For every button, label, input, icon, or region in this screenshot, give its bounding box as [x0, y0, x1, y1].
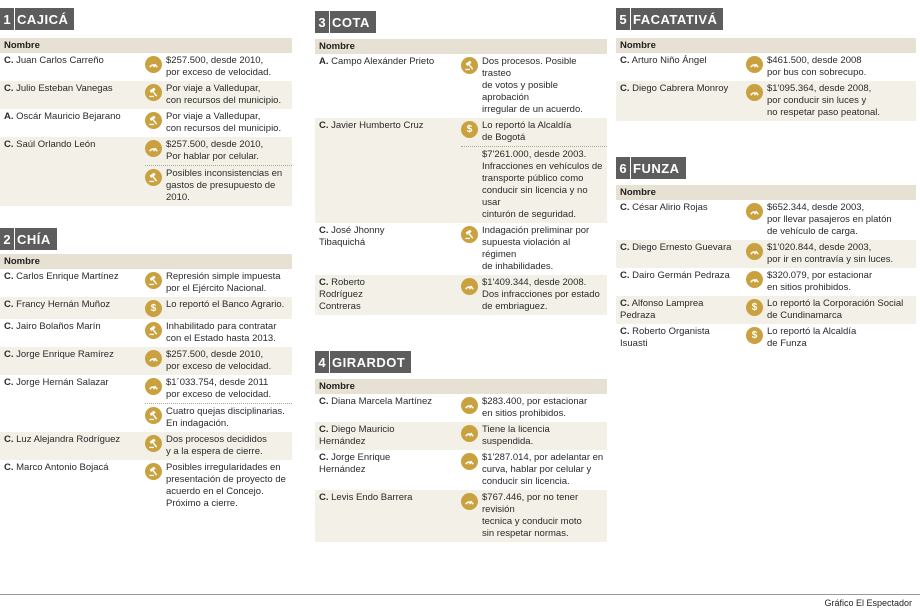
column-header-nombre: Nombre: [315, 39, 607, 54]
section-title: FACATATIVÁ: [630, 8, 723, 30]
row-list: [616, 200, 916, 352]
record-item: [461, 450, 607, 490]
person-name-cell: [616, 240, 746, 268]
person-name: Luz Alejandra Rodríguez: [16, 434, 121, 445]
record-description: Por viaje a Valledupar, con recursos del municipio.: [166, 111, 282, 134]
record-description: Lo reportó la Alcaldía de Funza: [767, 326, 857, 349]
role-prefix: C.: [4, 271, 14, 282]
record-list: [461, 450, 607, 490]
speed-icon: [461, 453, 478, 470]
record-item: [461, 394, 607, 422]
role-prefix: C.: [620, 326, 630, 337]
record-list: [461, 422, 607, 450]
record-list: [145, 347, 292, 375]
table-row: [315, 118, 607, 223]
person-name-cell: [616, 324, 746, 352]
record-item: [461, 490, 607, 542]
section-title: FUNZA: [630, 157, 686, 179]
role-prefix: C.: [4, 83, 14, 94]
table-row: [315, 450, 607, 490]
person-name-cell: [0, 319, 145, 347]
section-title: CHÍA: [14, 228, 57, 250]
speed-icon: [746, 56, 763, 73]
speed-icon: [145, 56, 162, 73]
record-item: [145, 460, 292, 512]
record-description: $461.500, desde 2008 por bus con sobrecupo.: [767, 55, 867, 78]
record-item: [746, 268, 916, 296]
person-name-cell: [616, 296, 746, 324]
person-name: Oscár Mauricio Bejarano: [16, 111, 121, 122]
person-name-cell: [315, 223, 461, 275]
record-item: [145, 269, 292, 297]
record-description: Por viaje a Valledupar, con recursos del municipio.: [166, 83, 282, 106]
row-list: [0, 53, 292, 206]
table-row: [616, 81, 916, 121]
person-name: Saúl Orlando León: [16, 139, 96, 150]
section-cajica: [0, 8, 292, 206]
section-number: 2: [0, 228, 14, 250]
table-row: [0, 137, 292, 206]
record-list: [145, 53, 292, 81]
record-description: Dos procesos decididos y a la espera de cierre.: [166, 434, 267, 457]
record-list: [461, 275, 607, 315]
person-name: Diego Ernesto Guevara: [632, 242, 732, 253]
table-row: [0, 432, 292, 460]
section-header: [315, 11, 607, 33]
person-name-cell: [0, 375, 145, 432]
row-list: [0, 269, 292, 512]
person-name-cell: [616, 81, 746, 121]
table-row: [315, 223, 607, 275]
record-item: [461, 54, 607, 118]
table-row: [315, 394, 607, 422]
record-item: [461, 146, 607, 223]
table-row: [0, 375, 292, 432]
person-name: Roberto Organista Isuasti: [620, 326, 710, 349]
section-number: 3: [315, 11, 329, 33]
person-name-cell: [0, 297, 145, 319]
person-name-cell: [0, 53, 145, 81]
table-row: [0, 460, 292, 512]
person-name: Marco Antonio Bojacá: [16, 462, 109, 473]
dollar-icon: $: [746, 327, 763, 344]
table-row: [616, 200, 916, 240]
record-description: $1'409.344, desde 2008. Dos infracciones por estado de embriaguez.: [482, 277, 600, 312]
role-prefix: C.: [620, 298, 630, 309]
record-item: [145, 297, 292, 319]
record-description: $767.446, por no tener revisión tecnica y conducir moto sin respetar normas.: [482, 492, 582, 539]
record-list: [145, 319, 292, 347]
speed-icon: [145, 140, 162, 157]
person-name-cell: [0, 432, 145, 460]
person-name: Diana Marcela Martínez: [331, 396, 432, 407]
person-name: Dairo Germán Pedraza: [632, 270, 730, 281]
gavel-icon: [145, 272, 162, 289]
role-prefix: C.: [4, 377, 14, 388]
record-item: [145, 319, 292, 347]
role-prefix: C.: [620, 242, 630, 253]
person-name-cell: [0, 460, 145, 512]
table-row: [0, 269, 292, 297]
record-list: [461, 223, 607, 275]
record-item: [746, 324, 916, 352]
column-header-nombre: Nombre: [616, 38, 916, 53]
role-prefix: C.: [319, 396, 329, 407]
person-name: Jorge Enrique Ramírez: [16, 349, 114, 360]
table-row: [616, 324, 916, 352]
role-prefix: A.: [4, 111, 14, 122]
table-row: [0, 297, 292, 319]
record-item: [461, 118, 607, 146]
speed-icon: [461, 278, 478, 295]
person-name: Javier Humberto Cruz: [331, 120, 424, 131]
column-header-nombre: Nombre: [616, 185, 916, 200]
record-description: Cuatro quejas disciplinarias. En indagación.: [166, 406, 285, 429]
role-prefix: C.: [4, 139, 14, 150]
role-prefix: C.: [319, 120, 329, 131]
section-header: [616, 157, 916, 179]
person-name-cell: [616, 200, 746, 240]
speed-icon: [145, 378, 162, 395]
person-name-cell: [0, 81, 145, 109]
record-description: Represión simple impuesta por el Ejército Nacional.: [166, 271, 281, 294]
record-description: $320.079, por estacionar en sitios prohibidos.: [767, 270, 873, 293]
role-prefix: C.: [620, 202, 630, 213]
table-row: [0, 319, 292, 347]
record-description: $1'095.364, desde 2008, por conducir sin luces y no respetar paso peatonal.: [767, 83, 881, 118]
role-prefix: C.: [4, 349, 14, 360]
role-prefix: A.: [319, 56, 329, 67]
speed-icon: [461, 493, 478, 510]
column-header-nombre: Nombre: [0, 38, 292, 53]
person-name: Arturo Niño Ángel: [631, 55, 707, 66]
record-item: [145, 432, 292, 460]
record-description: Dos procesos. Posible trasteo de votos y posible aprobación irregular de un acuerdo.: [482, 56, 583, 115]
person-name: Juan Carlos Carreño: [16, 55, 104, 66]
table-row: [0, 347, 292, 375]
section-facatativa: [616, 8, 916, 121]
record-item: [746, 296, 916, 324]
table-row: [616, 240, 916, 268]
record-item: [145, 375, 292, 403]
person-name-cell: [315, 275, 461, 315]
record-list: [461, 394, 607, 422]
speed-icon: [461, 425, 478, 442]
record-item: [746, 53, 916, 81]
speed-icon: [145, 350, 162, 367]
person-name-cell: [315, 422, 461, 450]
table-row: [616, 296, 916, 324]
record-description: Indagación preliminar por supuesta violación al régimen de inhabilidades.: [482, 225, 590, 272]
section-header: [616, 8, 916, 30]
record-item: [145, 165, 292, 206]
record-item: [461, 275, 607, 315]
record-list: [461, 490, 607, 542]
speed-icon: [746, 243, 763, 260]
role-prefix: C.: [319, 492, 329, 503]
record-item: [145, 109, 292, 137]
section-header: [0, 228, 292, 250]
role-prefix: C.: [319, 424, 329, 435]
role-prefix: C.: [620, 270, 630, 281]
gavel-icon: [461, 226, 478, 243]
record-description: $7'261.000, desde 2003. Infracciones en vehículos de transporte público como conducir sin licencia y no usar cinturón de seguridad.: [482, 149, 603, 220]
record-item: [145, 81, 292, 109]
record-item: [145, 137, 292, 165]
row-list: [616, 53, 916, 121]
section-title: GIRARDOT: [329, 351, 411, 373]
gavel-icon: [145, 407, 162, 424]
section-title: COTA: [329, 11, 376, 33]
section-funza: [616, 157, 916, 352]
record-list: [746, 200, 916, 240]
person-name-cell: [315, 490, 461, 542]
speed-icon: [746, 271, 763, 288]
role-prefix: C.: [620, 55, 630, 66]
role-prefix: C.: [4, 462, 14, 473]
row-list: [315, 394, 607, 542]
record-item: [145, 347, 292, 375]
person-name: César Alirio Rojas: [632, 202, 708, 213]
role-prefix: C.: [319, 225, 329, 236]
record-list: [461, 54, 607, 118]
role-prefix: C.: [4, 55, 14, 66]
role-prefix: C.: [620, 83, 630, 94]
record-description: Inhabilitado para contratar con el Estado hasta 2013.: [166, 321, 277, 344]
role-prefix: C.: [319, 452, 329, 463]
gavel-icon: [145, 112, 162, 129]
table-row: [616, 53, 916, 81]
record-description: $257.500, desde 2010, por exceso de velocidad.: [166, 55, 272, 78]
speed-icon: [461, 397, 478, 414]
person-name: Alfonso Lamprea Pedraza: [620, 298, 704, 321]
footer-divider: [0, 594, 920, 595]
record-list: [746, 268, 916, 296]
record-item: [746, 81, 916, 121]
section-girardot: [315, 351, 607, 542]
record-description: Lo reportó la Corporación Social de Cundinamarca: [767, 298, 904, 321]
person-name: Roberto Rodríguez Contreras: [319, 277, 365, 312]
record-list: [145, 297, 292, 319]
record-item: [145, 53, 292, 81]
person-name-cell: [315, 118, 461, 223]
record-list: [746, 53, 916, 81]
record-description: Lo reportó la Alcaldía de Bogotá: [482, 120, 572, 143]
record-list: [461, 118, 607, 223]
section-number: 1: [0, 8, 14, 30]
gavel-icon: [145, 463, 162, 480]
person-name: Francy Hernán Muñoz: [16, 299, 111, 310]
gavel-icon: [145, 84, 162, 101]
person-name-cell: [315, 394, 461, 422]
record-list: [145, 432, 292, 460]
record-description: $1'287.014, por adelantar en curva, hablar por celular y conducir sin licencia.: [482, 452, 604, 487]
gavel-icon: [145, 435, 162, 452]
table-row: [616, 268, 916, 296]
table-row: [315, 275, 607, 315]
section-header: [315, 351, 607, 373]
person-name-cell: [0, 109, 145, 137]
role-prefix: C.: [4, 299, 14, 310]
record-item: [145, 403, 292, 432]
section-number: 6: [616, 157, 630, 179]
person-name-cell: [0, 269, 145, 297]
credit-text: Gráfico El Espectador: [824, 598, 912, 608]
record-description: Posibles inconsistencias en gastos de presupuesto de 2010.: [166, 168, 283, 203]
section-chia: [0, 228, 292, 512]
role-prefix: C.: [4, 434, 14, 445]
table-row: [0, 81, 292, 109]
section-cota: [315, 11, 607, 315]
table-row: [315, 422, 607, 450]
gavel-icon: [145, 169, 162, 186]
person-name: Jorge Enrique Hernández: [319, 452, 391, 475]
person-name-cell: [0, 347, 145, 375]
section-header: [0, 8, 292, 30]
role-prefix: C.: [4, 321, 14, 332]
table-row: [315, 490, 607, 542]
record-description: $257.500, desde 2010, por exceso de velocidad.: [166, 349, 272, 372]
person-name: Carlos Enrique Martínez: [16, 271, 119, 282]
table-row: [315, 54, 607, 118]
person-name-cell: [616, 53, 746, 81]
record-list: [145, 81, 292, 109]
record-description: $257.500, desde 2010, Por hablar por celular.: [166, 139, 264, 162]
speed-icon: [746, 203, 763, 220]
person-name-cell: [315, 450, 461, 490]
table-row: [0, 53, 292, 81]
dollar-icon: $: [461, 121, 478, 138]
record-item: [746, 200, 916, 240]
record-list: [746, 296, 916, 324]
record-description: Posibles irregularidades en presentación de proyecto de acuerdo en el Concejo. Próximo a cierre.: [166, 462, 286, 509]
gavel-icon: [461, 57, 478, 74]
record-list: [746, 81, 916, 121]
section-number: 4: [315, 351, 329, 373]
person-name-cell: [616, 268, 746, 296]
person-name: Jorge Hernán Salazar: [16, 377, 109, 388]
person-name: Jairo Bolaños Marín: [16, 321, 101, 332]
table-row: [0, 109, 292, 137]
record-item: [461, 223, 607, 275]
dollar-icon: $: [145, 300, 162, 317]
person-name: Diego Mauricio Hernández: [319, 424, 395, 447]
section-title: CAJICÁ: [14, 8, 74, 30]
record-item: [746, 240, 916, 268]
record-list: [746, 240, 916, 268]
person-name-cell: [0, 137, 145, 206]
role-prefix: C.: [319, 277, 329, 288]
record-list: [145, 269, 292, 297]
record-list: [145, 375, 292, 432]
record-item: [461, 422, 607, 450]
record-description: Tiene la licencia suspendida.: [482, 424, 550, 447]
record-description: Lo reportó el Banco Agrario.: [166, 299, 285, 310]
gavel-icon: [145, 322, 162, 339]
record-list: [746, 324, 916, 352]
speed-icon: [746, 84, 763, 101]
section-number: 5: [616, 8, 630, 30]
record-list: [145, 460, 292, 512]
record-list: [145, 137, 292, 206]
record-description: $283.400, por estacionar en sitios prohibidos.: [482, 396, 588, 419]
record-description: $1´033.754, desde 2011 por exceso de velocidad.: [166, 377, 272, 400]
record-description: $1'020.844, desde 2003, por ir en contravía y sin luces.: [767, 242, 894, 265]
person-name: José Jhonny Tibaquichá: [319, 225, 385, 248]
record-description: $652.344, desde 2003, por llevar pasajeros en platón de vehículo de carga.: [767, 202, 892, 237]
record-list: [145, 109, 292, 137]
person-name: Campo Alexánder Prieto: [331, 56, 435, 67]
row-list: [315, 54, 607, 315]
person-name-cell: [315, 54, 461, 118]
dollar-icon: $: [746, 299, 763, 316]
column-header-nombre: Nombre: [0, 254, 292, 269]
column-header-nombre: Nombre: [315, 379, 607, 394]
person-name: Julio Esteban Vanegas: [16, 83, 113, 94]
person-name: Diego Cabrera Monroy: [632, 83, 729, 94]
person-name: Levis Endo Barrera: [331, 492, 413, 503]
